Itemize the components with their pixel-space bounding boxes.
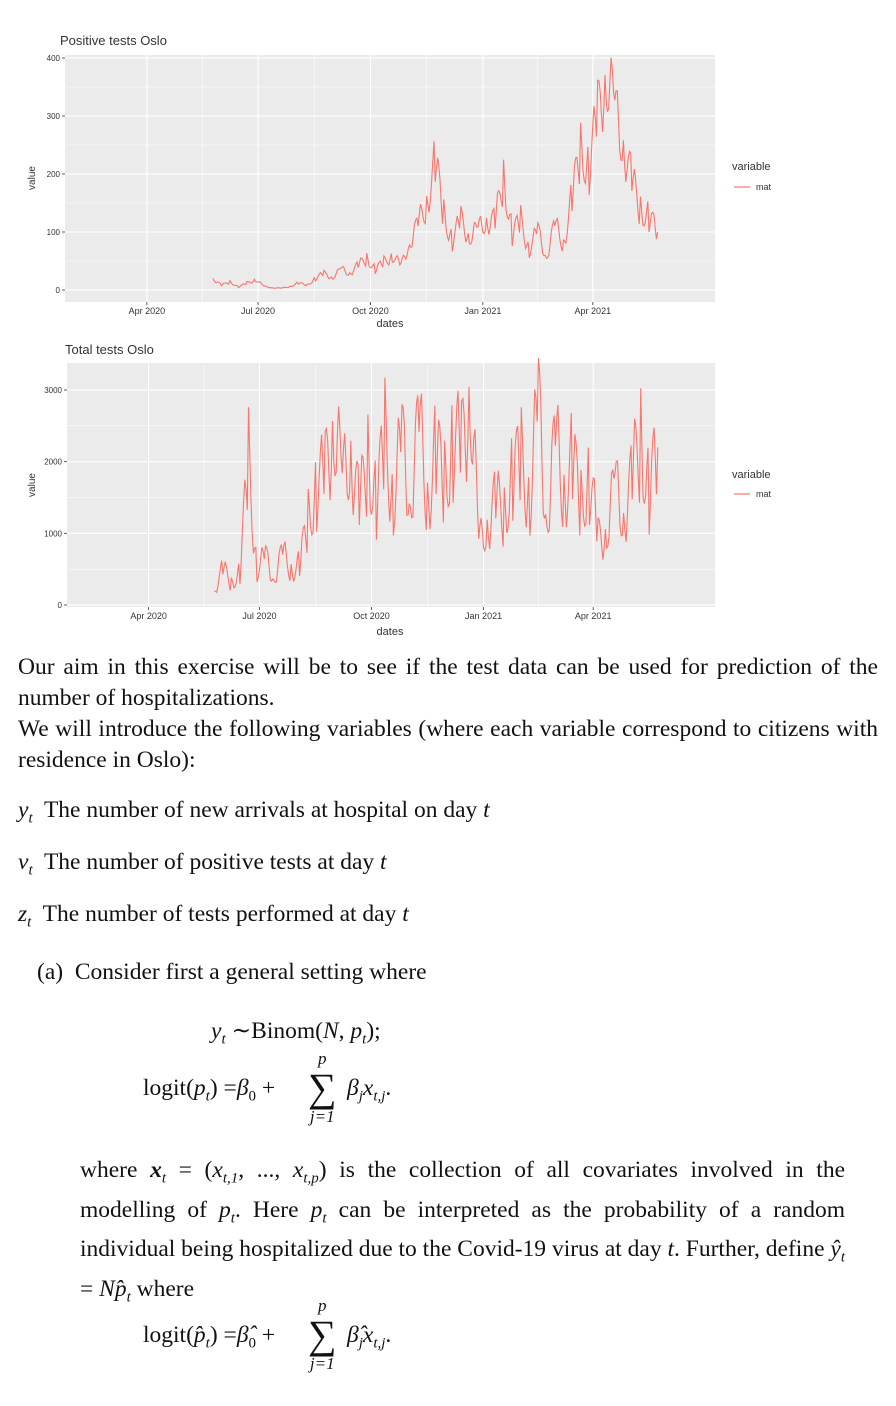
chart-title: Total tests Oslo — [65, 342, 154, 357]
y-tick-label: 200 — [46, 170, 60, 179]
variable-y-def: $y_t$ The number of new arrivals at hospital on day t — [18, 797, 490, 827]
variable-z-def: $z_t$ The number of tests performed at day t — [18, 901, 409, 931]
x-tick-label: Apr 2020 — [130, 611, 167, 621]
y-tick-label: 100 — [46, 228, 60, 237]
y-tick-label: 300 — [46, 112, 60, 121]
legend-entry: mat — [756, 489, 772, 499]
y-axis-label: value — [27, 166, 38, 190]
intro-paragraph — [18, 652, 878, 776]
y-axis-label: value — [27, 473, 38, 497]
x-tick-label: Apr 2021 — [574, 611, 612, 621]
x-tick-label: Jan 2021 — [464, 306, 502, 316]
x-tick-label: Oct 2020 — [353, 611, 390, 621]
y-tick-label: 0 — [57, 601, 62, 610]
x-tick-label: Jul 2020 — [242, 611, 277, 621]
model-equation-line-2-tail: $\beta_jx_{t,j}$. — [347, 1075, 392, 1105]
variable-v-def: $v_t$ The number of positive tests at day t — [18, 849, 387, 879]
sum-symbol: p ∑ j=1 — [308, 1049, 337, 1126]
chart-title: Positive tests Oslo — [60, 33, 167, 48]
intro-line-1: Our aim in this exercise will be to see if the test data can be used for prediction of the number of hospitalizations. — [18, 654, 878, 711]
y-tick-label: 2000 — [44, 457, 62, 467]
estimate-equation-tail: $\betâ_jx_{t,j}$. — [347, 1322, 392, 1352]
legend-title: variable — [732, 469, 771, 481]
sum-symbol: p ∑ j=1 — [308, 1296, 337, 1373]
y-tick-label: 3000 — [44, 386, 62, 395]
x-tick-label: Jan 2021 — [465, 611, 503, 621]
model-equation-line-2: $logit(p_t) =\beta_0$ + — [143, 1075, 276, 1105]
y-tick-label: 0 — [55, 286, 60, 295]
plot-panel — [67, 363, 715, 607]
y-tick-label: 400 — [46, 54, 60, 63]
item-a: (a) Consider first a general setting where — [37, 959, 427, 985]
x-tick-label: Oct 2020 — [352, 306, 389, 316]
intro-line-2: We will introduce the following variables (where each variable correspond to citizens with residence in Oslo): — [18, 716, 878, 773]
legend-entry: mat — [756, 182, 772, 192]
where-paragraph: where $x_t = (x_{t,1}$, ..., $x_{t,p}$) is the collection of all covariates involved in the modelling of $p_t$. Here $p_t$ can be interpreted as the probability of a random individual being hospitalized due to the Covid-19 virus at day t. Further, define $ŷ_t$ = $Np̂_t$ where — [80, 1157, 846, 1306]
x-tick-label: Jul 2020 — [241, 306, 276, 316]
x-tick-label: Apr 2020 — [128, 306, 166, 316]
y-tick-label: 1000 — [44, 529, 62, 539]
total-tests-chart — [0, 335, 896, 645]
x-axis-label: dates — [376, 318, 404, 330]
estimate-equation: $logit(p̂_t)$ $=\betâ_0$ + — [143, 1322, 276, 1352]
x-axis-label: dates — [376, 626, 404, 638]
x-tick-label: Apr 2021 — [574, 306, 612, 316]
model-equation-line-1: $y_t$ ∼Binom(N, $p_t$); — [211, 1018, 381, 1048]
positive-tests-chart — [0, 0, 896, 335]
legend-title: variable — [732, 161, 771, 173]
